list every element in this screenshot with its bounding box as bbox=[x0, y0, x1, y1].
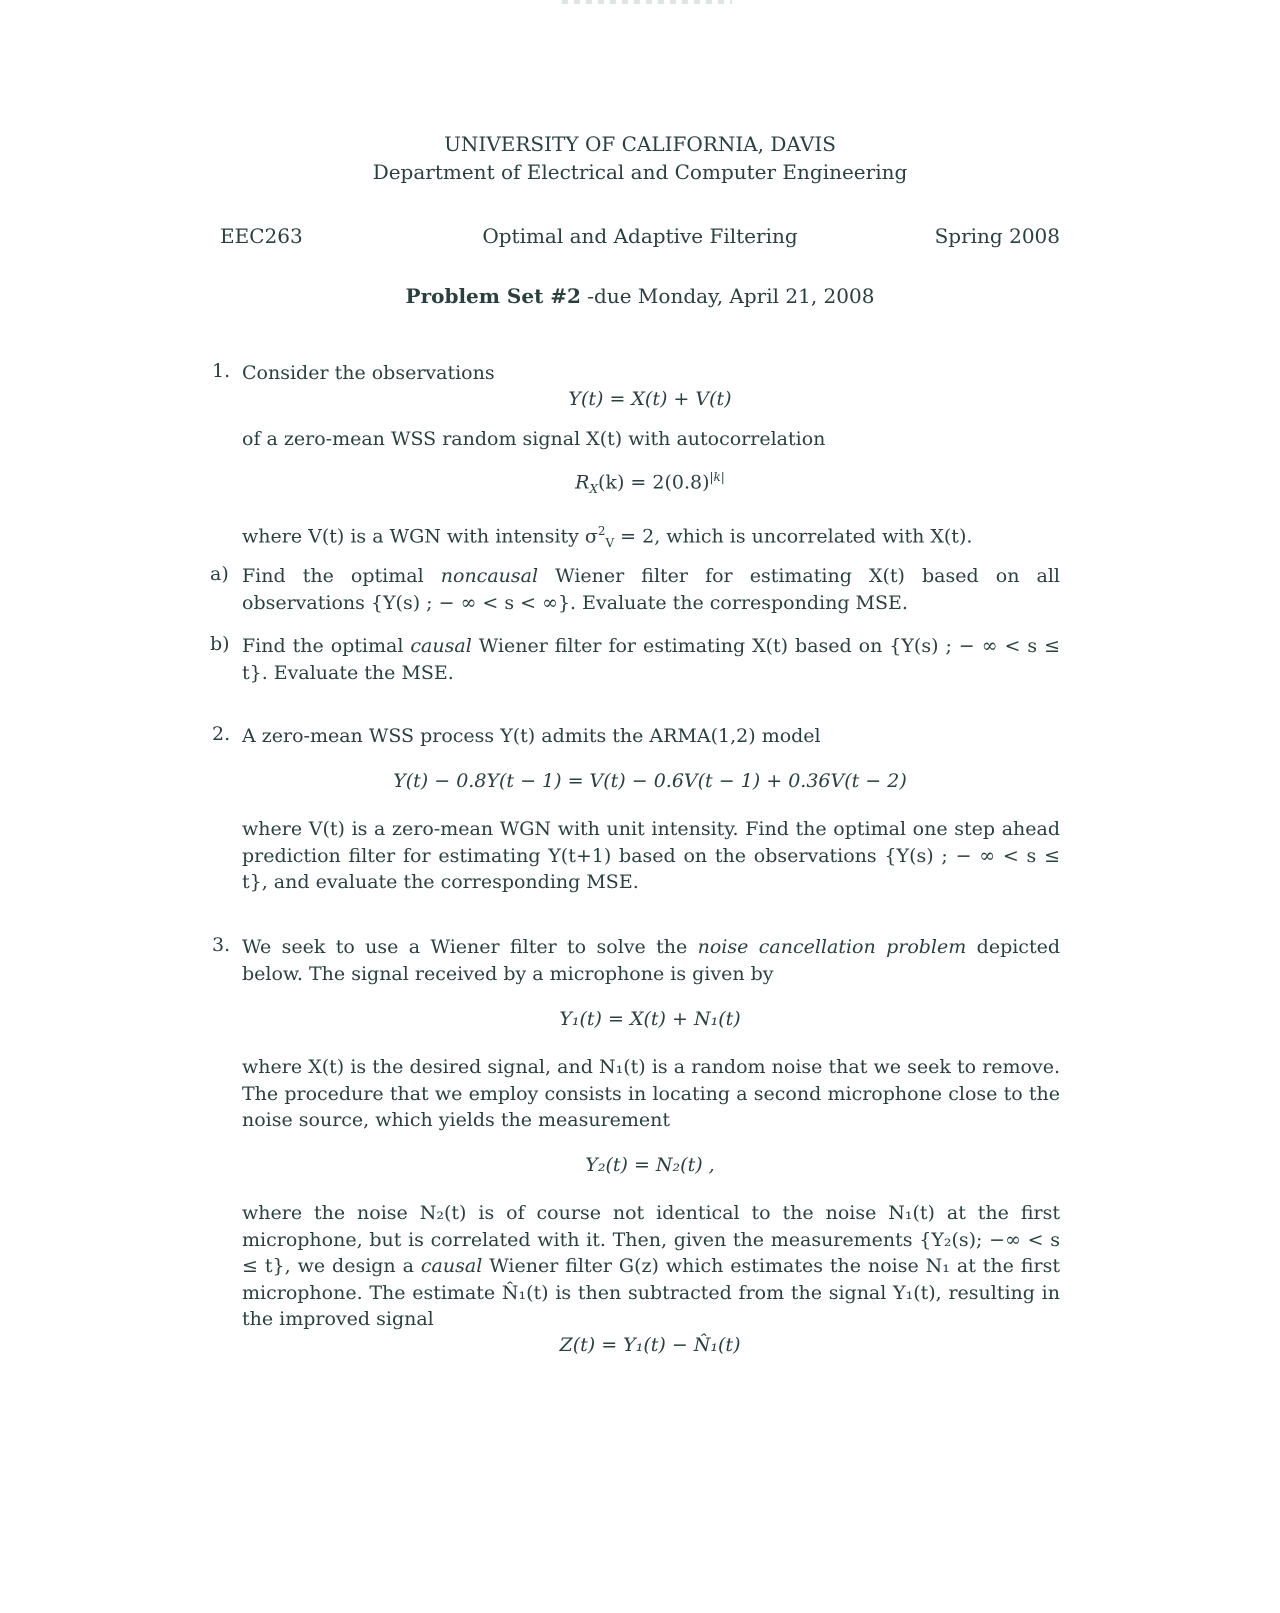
scan-artifact bbox=[562, 0, 732, 4]
p3-text3-emphasis: causal bbox=[420, 1255, 483, 1277]
p1a-part-1: Find the optimal bbox=[242, 565, 441, 587]
line3-sup: 2 bbox=[597, 524, 606, 538]
problem-1a-text bbox=[242, 563, 1060, 616]
problem-1-equation-2 bbox=[0, 470, 1280, 496]
p3-text3-part-2: Wiener filter G(z) which estimates the noise N₁ at the first microphone. The estimate N̂₁(t) is then subtracted from the signal Y₁(t), resulting in the improved signal bbox=[242, 1255, 1060, 1330]
course-info-row bbox=[220, 224, 1060, 254]
problem-2-text: where V(t) is a zero-mean WGN with unit intensity. Find the optimal one step ahead prediction filter for estimating Y(t+1) based on the observations {Y(s) ; − ∞ < s ≤ t}, and evaluate the corresponding MSE. bbox=[242, 818, 1060, 893]
p3-intro-part-2: depicted below. The signal received by a microphone is given by bbox=[242, 936, 1060, 985]
course-title: Optimal and Adaptive Filtering bbox=[482, 224, 798, 248]
problem-set-due: -due Monday, April 21, 2008 bbox=[580, 284, 875, 308]
course-term: Spring 2008 bbox=[934, 224, 1060, 248]
line3-a: where V(t) is a WGN with intensity σ bbox=[242, 525, 598, 548]
p1b-part-1: Find the optimal bbox=[242, 635, 411, 657]
p1b-part-2: Wiener filter for estimating X(t) based on {Y(s) ; − ∞ < s ≤ t}. Evaluate the MSE. bbox=[242, 635, 1060, 684]
university-name: UNIVERSITY OF CALIFORNIA, DAVIS bbox=[444, 132, 836, 156]
p3-intro-part-1: We seek to use a Wiener filter to solve the bbox=[242, 936, 698, 958]
problem-1-intro: Consider the observations bbox=[242, 362, 495, 384]
problem-3-equation-1: Y₁(t) = X(t) + N₁(t) bbox=[559, 1008, 741, 1030]
p1b-emphasis: causal bbox=[410, 635, 472, 657]
course-code: EEC263 bbox=[220, 224, 303, 248]
problem-1-line-3 bbox=[242, 518, 1060, 557]
problem-1b-label: b) bbox=[210, 633, 230, 655]
problem-1b-text bbox=[242, 633, 1060, 686]
department-name: Department of Electrical and Computer Engineering bbox=[372, 160, 908, 184]
line3-b: = 2, which is uncorrelated with X(t). bbox=[614, 525, 973, 548]
problem-1-equation-1: Y(t) = X(t) + V(t) bbox=[568, 388, 732, 410]
problem-1-number: 1. bbox=[212, 360, 231, 382]
eq2-rest: (k) = 2(0.8) bbox=[598, 471, 710, 494]
problem-1-line-2: of a zero-mean WSS random signal X(t) with autocorrelation bbox=[242, 428, 826, 450]
p1a-emphasis: noncausal bbox=[440, 565, 539, 587]
problem-1a-label: a) bbox=[210, 563, 229, 585]
p3-text3-part-1: where the noise N₂(t) is of course not identical to the noise N₁(t) at the first microphone, but is correlated with it. Then, given the measurements {Y₂(s); −∞ < s ≤ t}, we design a bbox=[242, 1202, 1060, 1277]
eq2-subscript: X bbox=[589, 482, 599, 497]
p3-intro-emphasis: noise cancellation problem bbox=[697, 936, 967, 958]
p1a-part-2: Wiener filter for estimating X(t) based on all observations {Y(s) ; − ∞ < s < ∞}. Evaluate the corresponding MSE. bbox=[242, 565, 1060, 614]
problem-3-number: 3. bbox=[212, 934, 231, 956]
problem-set-title: Problem Set #2 bbox=[405, 284, 581, 308]
problem-3-text-3 bbox=[242, 1200, 1060, 1333]
eq2-base: R bbox=[575, 471, 590, 494]
problem-3-text-2: where X(t) is the desired signal, and N₁(t) is a random noise that we seek to remove. The procedure that we employ consists in locating a second microphone close to the noise source, which yields the measurement bbox=[242, 1056, 1060, 1131]
problem-2-intro: A zero-mean WSS process Y(t) admits the ARMA(1,2) model bbox=[242, 725, 821, 747]
problem-3-equation-3: Z(t) = Y₁(t) − N̂₁(t) bbox=[559, 1334, 741, 1356]
problem-3-equation-2: Y₂(t) = N₂(t) , bbox=[585, 1154, 715, 1176]
problem-2-number: 2. bbox=[212, 723, 231, 745]
problem-set-heading bbox=[0, 284, 1280, 308]
problem-3-intro bbox=[242, 934, 1060, 987]
line3-sub: V bbox=[605, 536, 615, 551]
problem-2-equation: Y(t) − 0.8Y(t − 1) = V(t) − 0.6V(t − 1) + 0.36V(t − 2) bbox=[393, 770, 907, 792]
eq2-superscript: |k| bbox=[709, 470, 725, 484]
